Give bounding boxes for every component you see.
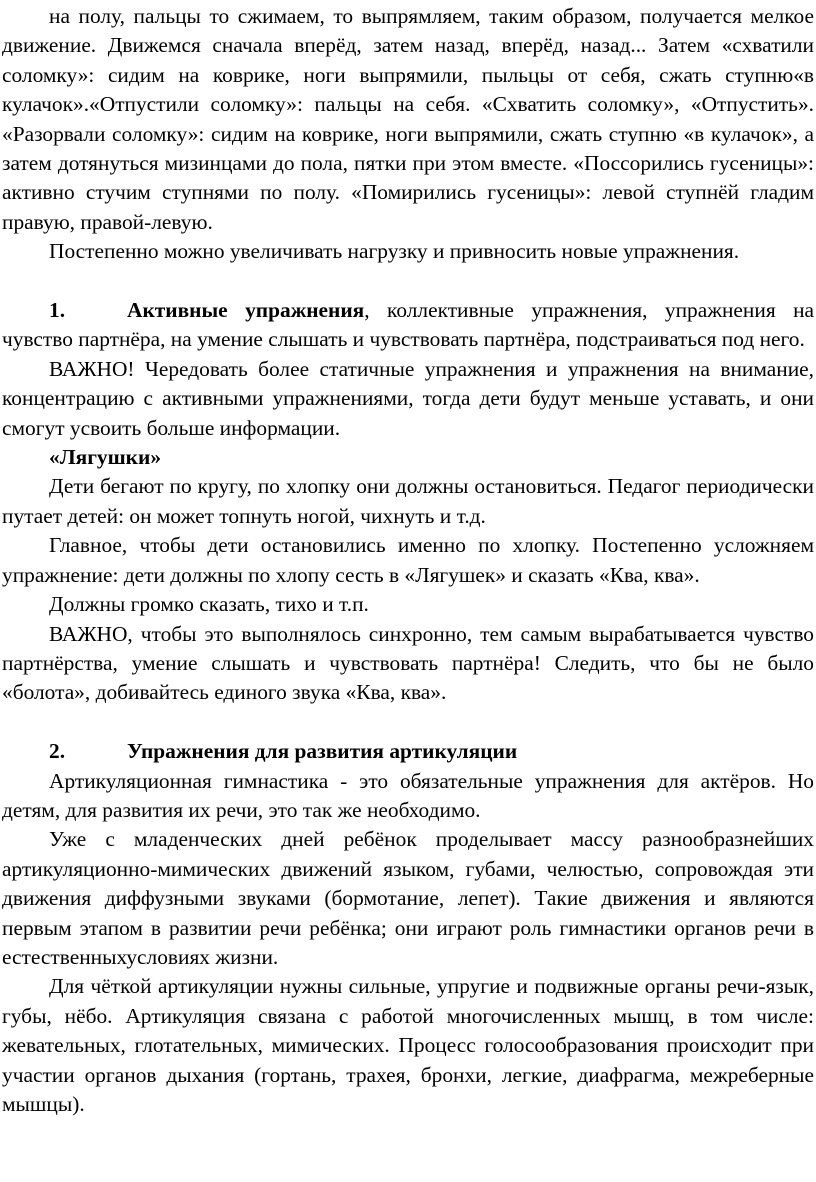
paragraph-frogs-description: Дети бегают по кругу, по хлопку они должны остановиться. Педагог периодически путает детей: он может топнуть ногой, чихнуть и т.д. (2, 474, 814, 528)
section-2-heading (2, 737, 814, 766)
paragraph-speech-organs: Для чёткой артикуляции нужны сильные, упругие и подвижные органы речи-язык, губы, нёбо. Артикуляция связана с работой многочисленных мышц, в том числе: жевательных, глотательных, мимических. Процесс голосообразования происходит при участии органов дыхания (гортань, трахея, бронхи, легкие, диафрагма, межреберные мышцы). (2, 974, 814, 1116)
paragraph-articulation-gymnastics: Артикуляционная гимнастика - это обязательные упражнения для актёров. Но детям, для развития их речи, это так же необходимо. (2, 768, 814, 822)
section-1-title-rest: , коллективные упражнения, упражнения на чувство партнёра, на умение слышать и чувствовать партнёра, подстраиваться под него. (2, 298, 815, 352)
paragraph-frogs-important: ВАЖНО, чтобы это выполнялось синхронно, тем самым вырабатывается чувство партнёрства, умение слышать и чувствовать партнёра! Следить, что бы не было «болота», добивайтесь единого звука «Ква, ква». (2, 621, 814, 705)
paragraph-frogs-volume: Должны громко сказать, тихо и т.п. (49, 592, 369, 617)
section-2-number: 2. (49, 739, 66, 764)
paragraph-load-increase: Постепенно можно увеличивать нагрузку и привносить новые упражнения. (49, 239, 740, 264)
section-1-number: 1. (49, 298, 66, 323)
paragraph-frogs-main: Главное, чтобы дети остановились именно по хлопку. Постепенно усложняем упражнение: дети должны по хлопу сесть в «Лягушек» и сказать «Ква, ква». (2, 533, 814, 587)
exercise-title-frogs: «Лягушки» (49, 445, 162, 470)
paragraph-infant-movements: Уже с младенческих дней ребёнок проделывает массу разнообразнейших артикуляционно-мимических движений языком, губами, челюстью, сопровождая эти движения диффузными звуками (бормотание, лепет). Такие движения и являются первым этапом в развитии речи ребёнка; они играют роль гимнастики органов речи в естественныхусловиях жизни. (2, 827, 814, 969)
paragraph-continuation: на полу, пальцы то сжимаем, то выпрямляем, таким образом, получается мелкое движение. Движемся сначала вперёд, затем назад, вперёд, назад... Затем «схватили соломку»: сидим на коврике, ноги выпрямили, пыльцы от себя, сжать ступню«в кулачок».«Отпустили соломку»: пальцы на себя. «Схватить соломку», «Отпустить». «Разорвали соломку»: сидим на коврике, ноги выпрямили, сжать ступню «в кулачок», а затем дотянуться мизинцами до пола, пятки при этом вместе. «Поссорились гусеницы»: активно стучим ступнями по полу. «Помирились гусеницы»: левой ступнёй гладим правую, правой-левую. (2, 4, 814, 234)
section-1-title-bold: Активные упражнения (127, 298, 365, 323)
paragraph-important-note: ВАЖНО! Чередовать более статичные упражнения и упражнения на внимание, концентрацию с активными упражнениями, тогда дети будут меньше уставать, и они смогут усвоить больше информации. (2, 356, 814, 440)
blank-line (2, 708, 814, 737)
section-2-title: Упражнения для развития артикуляции (127, 739, 518, 764)
blank-line (2, 267, 814, 296)
section-1-heading (2, 296, 814, 355)
